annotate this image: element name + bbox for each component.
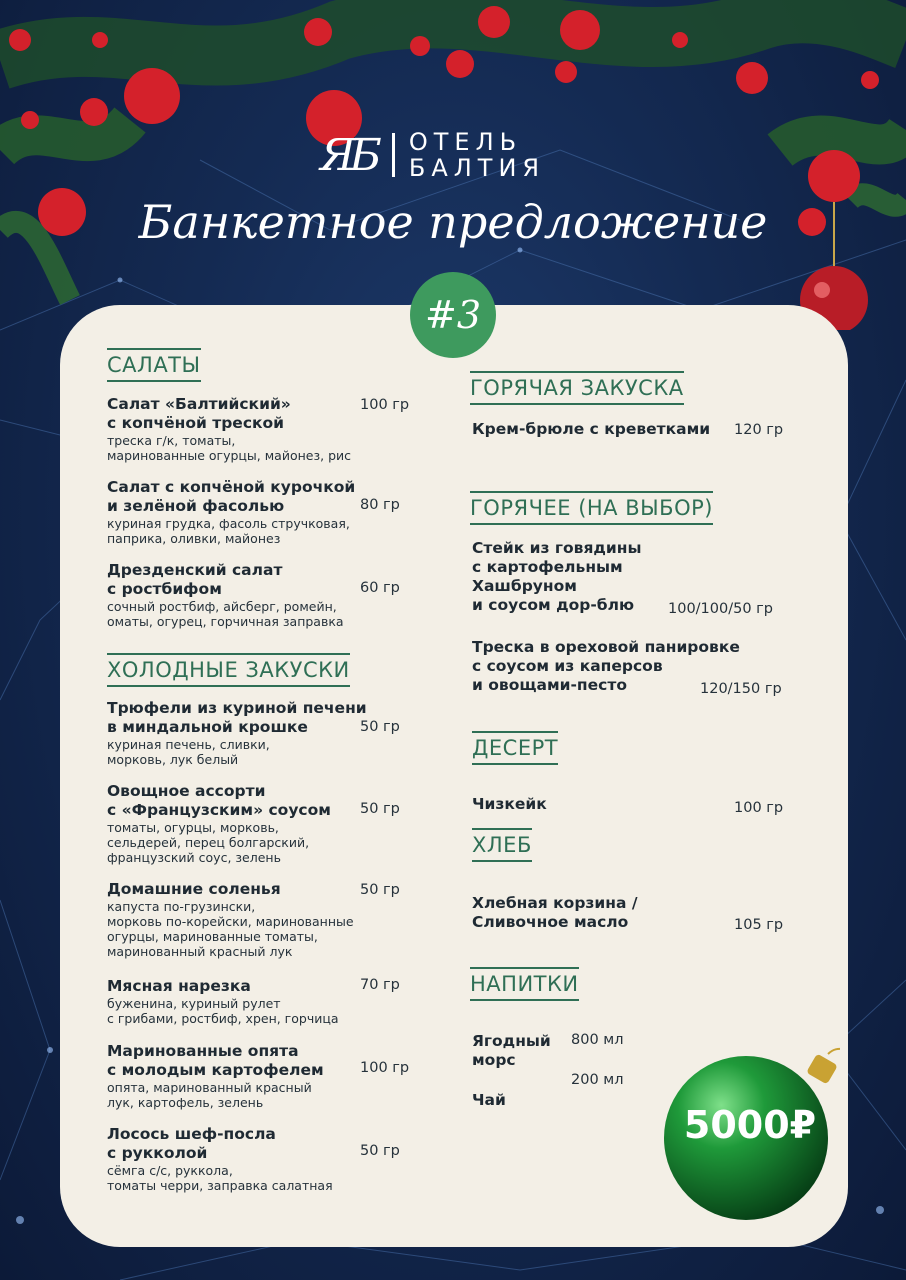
section-title-dessert: ДЕСЕРТ bbox=[472, 736, 558, 765]
item-weight: 120 гр bbox=[734, 422, 784, 438]
menu-item bbox=[107, 880, 372, 959]
item-name: Трюфели из куриной печени в миндальной крошке bbox=[107, 699, 367, 736]
item-volume: 200 мл bbox=[571, 1072, 624, 1088]
section-title-drinks: НАПИТКИ bbox=[470, 972, 579, 1001]
item-description: сочный ростбиф, айсберг, ромейн, оматы, огурец, горчичная заправка bbox=[107, 599, 344, 629]
menu-item bbox=[472, 420, 710, 439]
item-name: Дрезденский салат с ростбифом bbox=[107, 561, 283, 598]
item-name: Чизкейк bbox=[472, 795, 547, 813]
menu-item bbox=[472, 894, 638, 932]
section-title-hot-dishes: ГОРЯЧЕЕ (НА ВЫБОР) bbox=[470, 496, 713, 525]
item-weight: 105 гр bbox=[734, 917, 784, 933]
item-name: Крем-брюле с креветками bbox=[472, 420, 711, 438]
hotel-name-line1: ОТЕЛЬ bbox=[408, 128, 523, 156]
item-weight: 120/150 гр bbox=[700, 681, 782, 697]
section-title-cold-appetizers: ХОЛОДНЫЕ ЗАКУСКИ bbox=[107, 658, 350, 687]
item-name: Стейк из говядины с картофельным Хашбруном и соусом дор-блю bbox=[472, 539, 642, 614]
item-name: Лосось шеф-посла с рукколой bbox=[107, 1125, 276, 1162]
item-name: Домашние соленья bbox=[107, 880, 281, 898]
menu-item bbox=[107, 478, 377, 546]
item-volume: 800 мл bbox=[571, 1032, 624, 1048]
menu-item bbox=[107, 1125, 367, 1193]
section-title-bread: ХЛЕБ bbox=[472, 833, 532, 862]
menu-item bbox=[472, 1032, 551, 1070]
item-weight: 50 гр bbox=[360, 801, 400, 817]
logo-divider bbox=[392, 133, 395, 177]
price-label: 5000₽ bbox=[683, 1103, 817, 1147]
hotel-name-line2: БАЛТИЯ bbox=[408, 154, 546, 182]
item-name: Маринованные опята с молодым картофелем bbox=[107, 1042, 324, 1079]
section-title-salads: САЛАТЫ bbox=[107, 353, 201, 382]
item-weight: 70 гр bbox=[360, 977, 400, 993]
item-description: опята, маринованный красный лук, картофель, зелень bbox=[107, 1080, 312, 1110]
item-name: Ягодный морс bbox=[472, 1032, 551, 1069]
item-weight: 80 гр bbox=[360, 497, 400, 513]
item-weight: 50 гр bbox=[360, 1143, 400, 1159]
logo-mark: ЯБ bbox=[320, 129, 376, 181]
menu-item bbox=[472, 1091, 506, 1110]
hotel-name bbox=[409, 129, 545, 181]
item-description: сёмга с/с, руккола, томаты черри, заправка салатная bbox=[107, 1163, 333, 1193]
menu-item bbox=[107, 699, 367, 767]
item-weight: 100/100/50 гр bbox=[668, 601, 774, 617]
item-description: капуста по-грузински, морковь по-корейски, маринованные огурцы, маринованные томаты, маринованный красный лук bbox=[107, 899, 354, 959]
item-name: Треска в ореховой панировке с соусом из каперсов и овощами-песто bbox=[472, 638, 740, 694]
menu-item bbox=[472, 539, 642, 615]
menu-item bbox=[107, 977, 367, 1026]
item-name: Салат с копчёной курочкой и зелёной фасолью bbox=[107, 478, 356, 515]
item-name: Салат «Балтийский» с копчёной треской bbox=[107, 395, 291, 432]
section-title-hot-appetizer: ГОРЯЧАЯ ЗАКУСКА bbox=[470, 376, 684, 405]
item-name: Мясная нарезка bbox=[107, 977, 251, 995]
item-description: томаты, огурцы, морковь, сельдерей, перец болгарский, французский соус, зелень bbox=[107, 820, 310, 865]
item-name: Овощное ассорти с «Французским» соусом bbox=[107, 782, 331, 819]
item-weight: 100 гр bbox=[360, 1060, 410, 1076]
menu-item bbox=[472, 795, 547, 814]
item-name: Хлебная корзина / Сливочное масло bbox=[472, 894, 638, 931]
item-weight: 50 гр bbox=[360, 882, 400, 898]
item-description: куриная печень, сливки, морковь, лук белый bbox=[107, 737, 270, 767]
offer-number-badge: #3 bbox=[410, 272, 496, 358]
menu-item bbox=[107, 782, 367, 865]
item-description: буженина, куриный рулет с грибами, ростбиф, хрен, горчица bbox=[107, 996, 339, 1026]
item-weight: 50 гр bbox=[360, 719, 400, 735]
item-weight: 100 гр bbox=[734, 800, 784, 816]
item-weight: 100 гр bbox=[360, 397, 410, 413]
item-weight: 60 гр bbox=[360, 580, 400, 596]
menu-item bbox=[107, 1042, 367, 1110]
item-description: куриная грудка, фасоль стручковая, паприка, оливки, майонез bbox=[107, 516, 350, 546]
banner-title: Банкетное предложение bbox=[138, 195, 768, 249]
menu-item bbox=[107, 395, 362, 463]
hotel-logo bbox=[320, 125, 545, 185]
item-name: Чай bbox=[472, 1091, 506, 1109]
menu-item bbox=[107, 561, 367, 629]
item-description: треска г/к, томаты, маринованные огурцы, майонез, рис bbox=[107, 433, 351, 463]
